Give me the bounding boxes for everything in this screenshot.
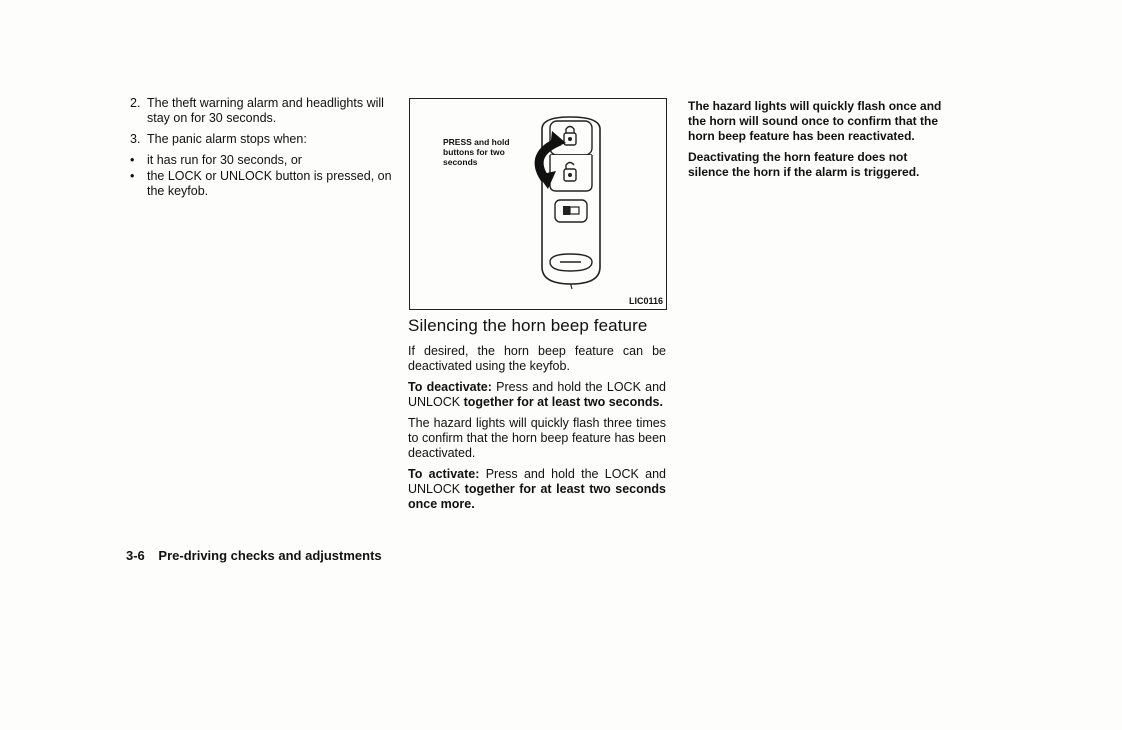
page-footer [126,548,382,563]
activate-label: To activate: [408,467,480,481]
item-text: The panic alarm stops when: [147,132,307,146]
numbered-item-2 [130,96,392,126]
bullet-text: it has run for 30 seconds, or [147,153,302,167]
intro-paragraph: If desired, the horn beep feature can be deactivated using the keyfob. [408,344,666,373]
middle-column [408,316,666,518]
item-number: 2. [130,96,141,110]
activate-emphasis: together for at least two seconds once more. [408,482,666,511]
numbered-item-3 [130,132,392,147]
bullet-marker: • [130,169,135,183]
activate-text: Press and hold the LOCK and UNLOCK [408,467,667,496]
figure-code: LIC0116 [628,296,663,306]
page-number: 3-6 [126,548,145,563]
deactivate-text: Press and hold the LOCK and UNLOCK [408,380,666,409]
deactivate-paragraph [408,380,666,410]
deactivation-note-paragraph: Deactivating the horn feature does not silence the horn if the alarm is triggered. [688,150,920,179]
bullet-item [130,169,392,199]
flash-paragraph: The hazard lights will quickly flash three times to confirm that the horn beep feature has been deactivated. [408,416,666,460]
left-column [130,96,392,200]
panic-button-icon [550,254,592,271]
item-text: The theft warning alarm and headlights will stay on for 30 seconds. [147,96,384,125]
bullet-marker: • [130,153,135,167]
keyfob-figure [409,98,667,310]
deactivate-label: To deactivate: [408,380,492,394]
bullet-item [130,153,392,168]
right-column [688,99,946,186]
activate-paragraph [408,467,666,512]
reactivation-paragraph: The hazard lights will quickly flash once and the horn will sound once to confirm that the horn beep feature has been reactivated. [688,99,942,143]
bullet-text: the LOCK or UNLOCK button is pressed, on the keyfob. [147,169,392,198]
trunk-button-icon [555,200,587,222]
figure-instruction-label: PRESS and hold buttons for two seconds [443,137,510,167]
section-title: Pre-driving checks and adjustments [158,548,382,563]
deactivate-emphasis: together for at least two seconds. [463,395,663,409]
item-number: 3. [130,132,141,146]
keyfob-icon [410,99,666,309]
section-heading: Silencing the horn beep feature [408,316,648,335]
